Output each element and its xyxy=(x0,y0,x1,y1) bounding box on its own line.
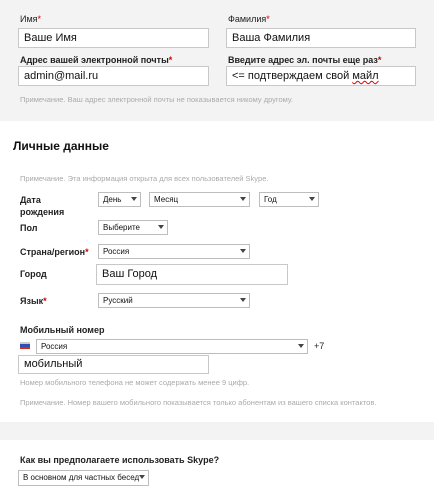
email-note: Примечание. Ваш адрес электронной почты не показывается никому другому. xyxy=(20,95,293,104)
mobile-country-value: Россия xyxy=(41,342,68,351)
language-label xyxy=(20,296,47,306)
email-label-text: Адрес вашей электронной почты xyxy=(20,55,169,65)
country-label-text: Страна/регион xyxy=(20,247,86,257)
email-value: admin@mail.ru xyxy=(24,70,99,82)
gender-label: Пол xyxy=(20,223,38,233)
city-input[interactable] xyxy=(96,264,288,285)
gender-value: Выберите xyxy=(103,223,140,232)
email-repeat-prefix: <= xyxy=(232,70,248,82)
required-mark: * xyxy=(377,55,382,65)
email-label xyxy=(20,55,172,65)
mobile-input[interactable] xyxy=(18,355,209,374)
last-name-label xyxy=(228,14,270,24)
first-name-label xyxy=(20,14,41,24)
usage-label: Как вы предполагаете использовать Skype? xyxy=(20,455,220,465)
language-select[interactable] xyxy=(98,293,250,308)
last-name-input[interactable] xyxy=(226,28,416,48)
required-mark: * xyxy=(85,247,89,257)
required-mark: * xyxy=(168,55,173,65)
birthdate-label-line2: рождения xyxy=(20,207,65,217)
chevron-down-icon xyxy=(240,298,246,302)
email-repeat-input[interactable] xyxy=(226,66,416,86)
country-value: Россия xyxy=(103,247,130,256)
usage-select[interactable] xyxy=(18,470,149,486)
mobile-country-select[interactable] xyxy=(36,339,308,354)
mobile-country-code: +7 xyxy=(314,341,325,351)
personal-heading: Личные данные xyxy=(13,139,109,153)
birthdate-label xyxy=(20,194,64,218)
email-repeat-label xyxy=(228,55,381,65)
chevron-down-icon xyxy=(158,225,164,229)
last-name-label-text: Фамилия xyxy=(228,14,267,24)
chevron-down-icon xyxy=(139,475,145,479)
language-value: Русский xyxy=(103,296,133,305)
first-name-value: Ваше Имя xyxy=(24,32,77,44)
spellcheck-word: майл xyxy=(352,70,379,82)
personal-note: Примечание. Эта информация открыта для всех пользователей Skype. xyxy=(20,174,269,183)
birthdate-label-line1: Дата xyxy=(20,195,41,205)
email-input[interactable] xyxy=(18,66,209,86)
birth-day-select[interactable] xyxy=(98,192,141,207)
mobile-value: мобильный xyxy=(24,358,83,370)
country-select[interactable] xyxy=(98,244,250,259)
country-label xyxy=(20,247,89,257)
first-name-label-text: Имя xyxy=(20,14,38,24)
russia-flag-icon xyxy=(20,342,30,349)
birth-day-value: День xyxy=(103,195,122,204)
mobile-label: Мобильный номер xyxy=(20,325,105,335)
mobile-note: Примечание. Номер вашего мобильного показывается только абонентам из вашего списка контактов. xyxy=(20,398,377,407)
required-mark: * xyxy=(266,14,270,24)
first-name-input[interactable] xyxy=(18,28,209,48)
last-name-value: Ваша Фамилия xyxy=(232,32,311,44)
mobile-hint: Номер мобильного телефона не может содержать менее 9 цифр. xyxy=(20,378,250,387)
chevron-down-icon xyxy=(131,197,137,201)
chevron-down-icon xyxy=(298,344,304,348)
usage-value: В основном для частных бесед xyxy=(23,473,140,482)
city-label: Город xyxy=(20,269,47,279)
chevron-down-icon xyxy=(240,197,246,201)
required-mark: * xyxy=(43,296,47,306)
city-value: Ваш Город xyxy=(102,268,158,280)
birth-year-value: Год xyxy=(264,195,277,204)
birth-year-select[interactable] xyxy=(259,192,319,207)
required-mark: * xyxy=(37,14,42,24)
gender-select[interactable] xyxy=(98,220,168,235)
email-repeat-main: подтверждаем свой xyxy=(247,70,353,82)
birth-month-value: Месяц xyxy=(154,195,179,204)
email-repeat-label-text: Введите адрес эл. почты еще раз xyxy=(228,55,378,65)
chevron-down-icon xyxy=(309,197,315,201)
chevron-down-icon xyxy=(240,249,246,253)
language-label-text: Язык xyxy=(20,296,44,306)
birth-month-select[interactable] xyxy=(149,192,250,207)
